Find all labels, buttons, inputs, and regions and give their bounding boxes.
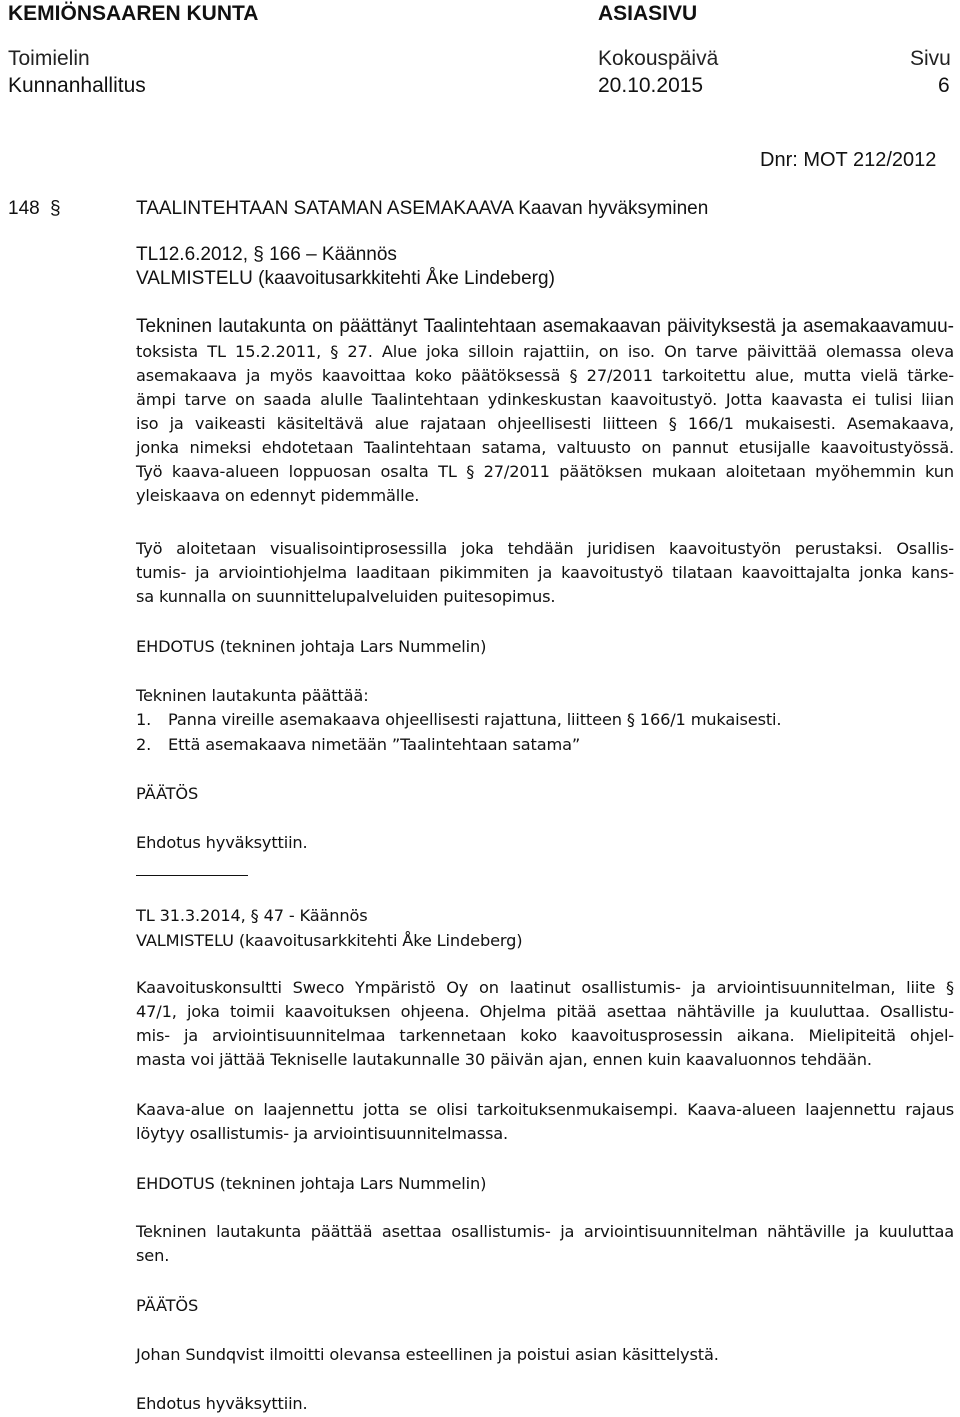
paragraph-line: Kaavoituskonsultti Sweco Ympäristö Oy on laatinut osallistumis- ja arviointisuunnitelman, liite § xyxy=(136,978,954,997)
meeting-date-label: Kokouspäivä xyxy=(598,47,719,70)
paragraph-2 xyxy=(136,537,954,609)
list-item: Että asemakaava nimetään ”Taalintehtaan satama” xyxy=(168,735,581,754)
committee-decision xyxy=(136,1220,954,1268)
paragraph-line: yleiskaava on edennyt pidemmälle. xyxy=(136,486,420,505)
paragraph-line: 47/1, joka toimii kaavoituksen ohjeena. Ohjelma pitää asettaa nähtäville ja kuuluttaa. Osallistu- xyxy=(136,1002,954,1021)
proposal-heading: EHDOTUS (tekninen johtaja Lars Nummelin) xyxy=(136,1174,487,1193)
paragraph-line: Kaava-alue on laajennettu jotta se olisi tarkoituksenmukaisempi. Kaava-alueen laajennettu rajaus xyxy=(136,1100,954,1119)
reference-tl-2012: TL12.6.2012, § 166 – Käännös xyxy=(136,244,397,265)
paragraph-line: Työ kaava-alueen loppuosan osalta TL § 27/2011 päätöksen mukaan aloitetaan myöhemmin kun xyxy=(136,462,954,481)
proposal-heading: EHDOTUS (tekninen johtaja Lars Nummelin) xyxy=(136,637,487,656)
page-label: Sivu xyxy=(910,47,951,70)
decision-text: Ehdotus hyväksyttiin. xyxy=(136,1394,308,1413)
paragraph-line: masta voi jättää Tekniselle lautakunnalle 30 päivän ajan, ennen kuin kaavaluonnos tehdään. xyxy=(136,1050,872,1069)
list-item-number: 1. xyxy=(136,710,152,729)
decision-heading: PÄÄTÖS xyxy=(136,1296,199,1315)
paragraph-line: mis- ja arviointisuunnitelmaa tarkennetaan koko kaavoitusprosessin aikana. Mielipiteitä ohjel- xyxy=(136,1026,954,1045)
organ-name: Kunnanhallitus xyxy=(8,74,146,97)
paragraph-line: jonka nimeksi ehdotetaan Taalintehtaan satama, valtuusto on pannut etusijalle kaavoitustyössä. xyxy=(136,438,954,457)
preparation-heading: VALMISTELU (kaavoitusarkkitehti Åke Lindeberg) xyxy=(136,931,523,950)
paragraph-line: löytyy osallistumis- ja arviointisuunnitelmassa. xyxy=(136,1124,509,1143)
decision-heading: PÄÄTÖS xyxy=(136,784,199,803)
decision-text: Ehdotus hyväksyttiin. xyxy=(136,833,308,852)
paragraph-line: asemakaava ja myös kaavoittaa koko päätöksessä § 27/2011 tarkoitettu alue, mutta vielä tärke- xyxy=(136,366,954,385)
committee-decides: Tekninen lautakunta päättää: xyxy=(136,686,369,705)
preparation-heading: VALMISTELU (kaavoitusarkkitehti Åke Lindeberg) xyxy=(136,268,555,289)
paragraph-line: Työ aloitetaan visualisointiprosessilla joka tehdään juridisen kaavoitustyön perustaksi. Osallis- xyxy=(136,539,954,558)
paragraph-1-continued xyxy=(136,340,954,508)
organ-label: Toimielin xyxy=(8,47,90,70)
document-type: ASIASIVU xyxy=(598,2,698,25)
organization-name: KEMIÖNSAAREN KUNTA xyxy=(8,2,259,25)
record-number: Dnr: MOT 212/2012 xyxy=(760,149,937,171)
list-item: Panna vireille asemakaava ohjeellisesti rajattuna, liitteen § 166/1 mukaisesti. xyxy=(168,710,782,729)
paragraph-line: Tekninen lautakunta päättää asettaa osallistumis- ja arviointisuunnitelman nähtäville ja kuuluttaa xyxy=(136,1222,954,1241)
section-sign: § xyxy=(50,198,61,219)
section-number: 148 xyxy=(8,198,40,219)
meeting-date: 20.10.2015 xyxy=(598,74,704,97)
list-item-number: 2. xyxy=(136,735,152,754)
reference-tl-2014: TL 31.3.2014, § 47 - Käännös xyxy=(136,906,368,925)
separator-line xyxy=(136,875,248,876)
disqualification-note: Johan Sundqvist ilmoitti olevansa esteellinen ja poistui asian käsittelystä. xyxy=(136,1345,719,1364)
paragraph-line: sen. xyxy=(136,1246,170,1265)
paragraph-line: tumis- ja arviointiohjelma laaditaan pikimmiten ja kaavoitustyö tilataan kaavoittajalta jonka kans- xyxy=(136,563,954,582)
section-title: TAALINTEHTAAN SATAMAN ASEMAKAAVA Kaavan hyväksyminen xyxy=(136,198,709,219)
paragraph-line: toksista TL 15.2.2011, § 27. Alue joka silloin rajattiin, on iso. On tarve päivittää olemassa oleva xyxy=(136,342,954,361)
paragraph-1 xyxy=(136,315,954,339)
page-number: 6 xyxy=(938,74,950,97)
paragraph-line: sa kunnalla on suunnittelupalveluiden puitesopimus. xyxy=(136,587,556,606)
paragraph-line: iso ja vaikeasti käsiteltävä alue rajataan ohjeellisesti liitteen § 166/1 mukaisesti. Asemakaava, xyxy=(136,414,954,433)
paragraph-4 xyxy=(136,1098,954,1146)
paragraph-line: Tekninen lautakunta on päättänyt Taalintehtaan asemakaavan päivityksestä ja asemakaavamuu- xyxy=(136,316,954,337)
paragraph-line: ämpi tarve on saada alulle Taalintehtaan ydinkeskustan kaavoitustyö. Jotta kaavasta ei tulisi liian xyxy=(136,390,954,409)
paragraph-3 xyxy=(136,976,954,1072)
